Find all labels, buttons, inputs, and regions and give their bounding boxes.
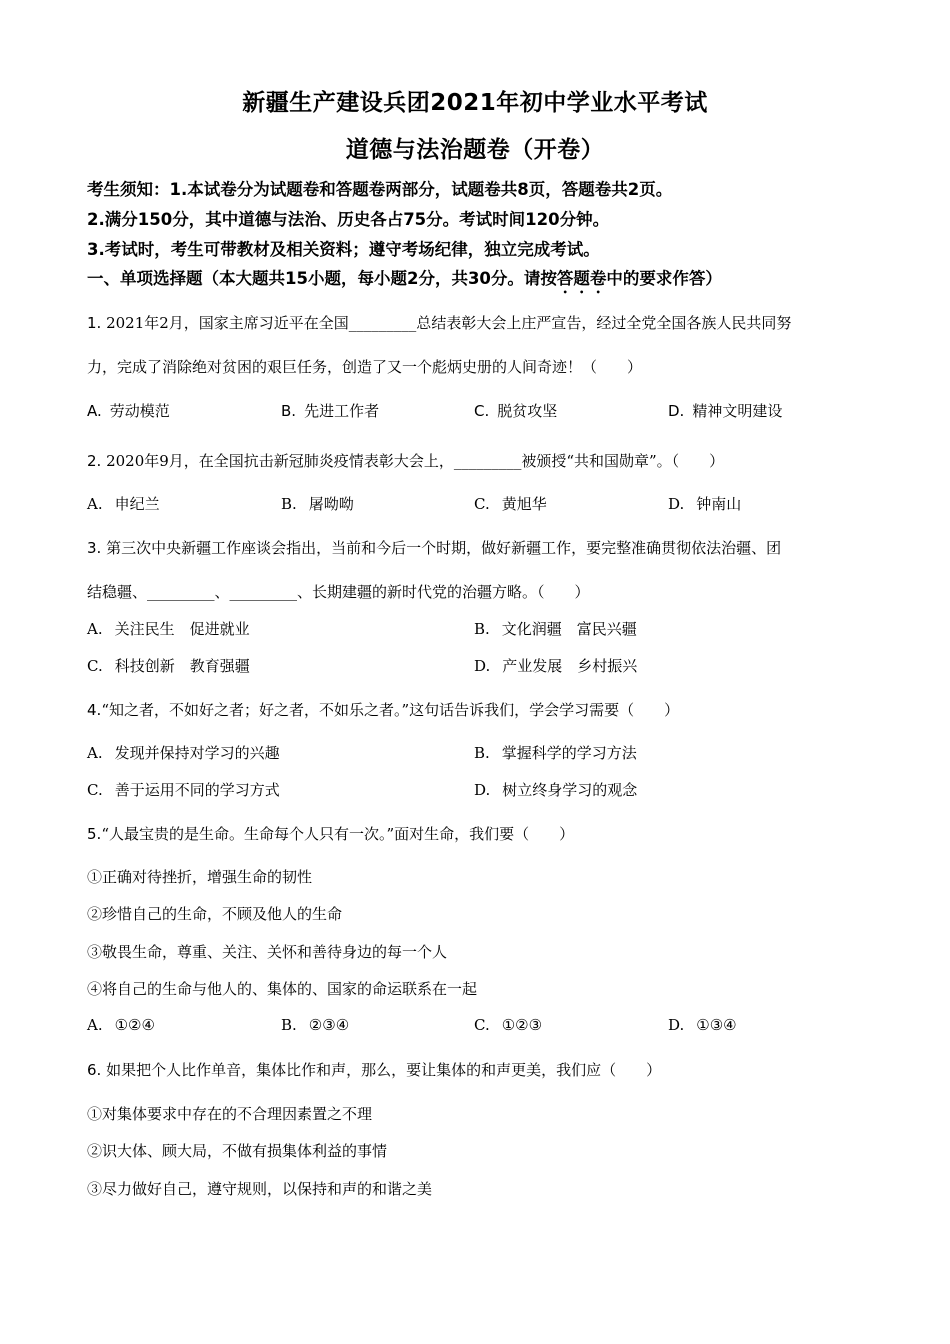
q3-option-b[interactable]: B. 文化润疆 富民兴疆 — [474, 620, 637, 638]
q5-statement-2: ②珍惜自己的生命，不顾及他人的生命 — [87, 905, 343, 923]
q2-option-c[interactable]: C. 黄旭华 — [474, 495, 547, 513]
notice-line-2: 2.满分150分，其中道德与法治、历史各占75分。考试时间120分钟。 — [87, 210, 610, 229]
question-number: 5. — [87, 825, 102, 843]
question-1-stem-cont: 力，完成了消除绝对贫困的艰巨任务，创造了又一个彪炳史册的人间奇迹！（ ） — [87, 358, 643, 376]
q1-option-d[interactable]: D. 精神文明建设 — [668, 402, 783, 420]
q5-option-c[interactable]: C. ①②③ — [474, 1016, 543, 1034]
section-heading-emph: 答题卷 — [556, 269, 607, 288]
q1-option-b[interactable]: B. 先进工作者 — [281, 402, 380, 420]
question-text: 2020年9月，在全国抗击新冠肺炎疫情表彰大会上，_________被颁授“共和国勋章”。（ ） — [106, 452, 725, 470]
q5-option-b[interactable]: B. ②③④ — [281, 1016, 350, 1034]
q4-option-c[interactable]: C. 善于运用不同的学习方式 — [87, 781, 280, 799]
exam-subtitle: 道德与法治题卷（开卷） — [345, 137, 605, 163]
question-number: 2. — [87, 452, 102, 470]
q6-statement-2: ②识大体、顾大局，不做有损集体利益的事情 — [87, 1142, 388, 1160]
q5-option-a[interactable]: A. ①②④ — [87, 1016, 155, 1034]
q5-statement-4: ④将自己的生命与他人的、集体的、国家的命运联系在一起 — [87, 980, 478, 998]
question-text: 如果把个人比作单音，集体比作和声，那么，要让集体的和声更美，我们应（ ） — [106, 1061, 662, 1079]
notice-line-3: 3.考试时，考生可带教材及相关资料；遵守考场纪律，独立完成考试。 — [87, 240, 600, 259]
q6-statement-1: ①对集体要求中存在的不合理因素置之不理 — [87, 1105, 373, 1123]
section-heading — [87, 265, 722, 297]
question-number: 4. — [87, 701, 102, 719]
question-text: “知之者，不如好之者；好之者，不如乐之者。”这句话告诉我们，学会学习需要（ ） — [101, 701, 680, 719]
question-6-stem — [87, 1059, 661, 1080]
question-3-stem — [87, 537, 781, 558]
section-heading-post: 中的要求作答） — [606, 269, 722, 288]
question-3-stem-cont: 结稳疆、_________、_________、长期建疆的新时代党的治疆方略。（ ） — [87, 583, 590, 601]
q2-option-d[interactable]: D. 钟南山 — [668, 495, 742, 513]
q3-option-a[interactable]: A. 关注民生 促进就业 — [87, 620, 250, 638]
q5-option-d[interactable]: D. ①③④ — [668, 1016, 737, 1034]
question-2-stem — [87, 450, 724, 471]
q6-statement-3: ③尽力做好自己，遵守规则，以保持和声的和谐之美 — [87, 1180, 433, 1198]
question-4-stem — [87, 699, 679, 720]
q1-option-c[interactable]: C. 脱贫攻坚 — [474, 402, 558, 420]
question-text: 2021年2月，国家主席习近平在全国_________总结表彰大会上庄严宣告，经过全党全国各族人民共同努 — [106, 314, 792, 332]
q2-option-b[interactable]: B. 屠呦呦 — [281, 495, 354, 513]
q4-option-a[interactable]: A. 发现并保持对学习的兴趣 — [87, 744, 280, 762]
notice-line-1: 考生须知：1.本试卷分为试题卷和答题卷两部分，试题卷共8页，答题卷共2页。 — [87, 180, 673, 199]
q3-option-c[interactable]: C. 科技创新 教育强疆 — [87, 657, 250, 675]
q2-option-a[interactable]: A. 申纪兰 — [87, 495, 160, 513]
q5-statement-1: ①正确对待挫折，增强生命的韧性 — [87, 868, 313, 886]
question-text: “人最宝贵的是生命。生命每个人只有一次。”面对生命，我们要（ ） — [101, 825, 575, 843]
question-5-stem — [87, 823, 574, 844]
q3-option-d[interactable]: D. 产业发展 乡村振兴 — [474, 657, 638, 675]
q5-statement-3: ③敬畏生命，尊重、关注、关怀和善待身边的每一个人 — [87, 943, 448, 961]
q4-option-d[interactable]: D. 树立终身学习的观念 — [474, 781, 638, 799]
question-number: 1. — [87, 314, 102, 332]
question-1-stem — [87, 312, 791, 333]
q4-option-b[interactable]: B. 掌握科学的学习方法 — [474, 744, 637, 762]
question-text: 第三次中央新疆工作座谈会指出，当前和今后一个时期，做好新疆工作，要完整准确贯彻依法治疆、团 — [106, 539, 782, 557]
q1-option-a[interactable]: A. 劳动模范 — [87, 402, 170, 420]
section-heading-pre: 一、单项选择题（本大题共15小题，每小题2分，共30分。请按 — [87, 269, 557, 288]
question-number: 3. — [87, 539, 102, 557]
exam-title: 新疆生产建设兵团2021年初中学业水平考试 — [242, 90, 708, 116]
question-number: 6. — [87, 1061, 102, 1079]
